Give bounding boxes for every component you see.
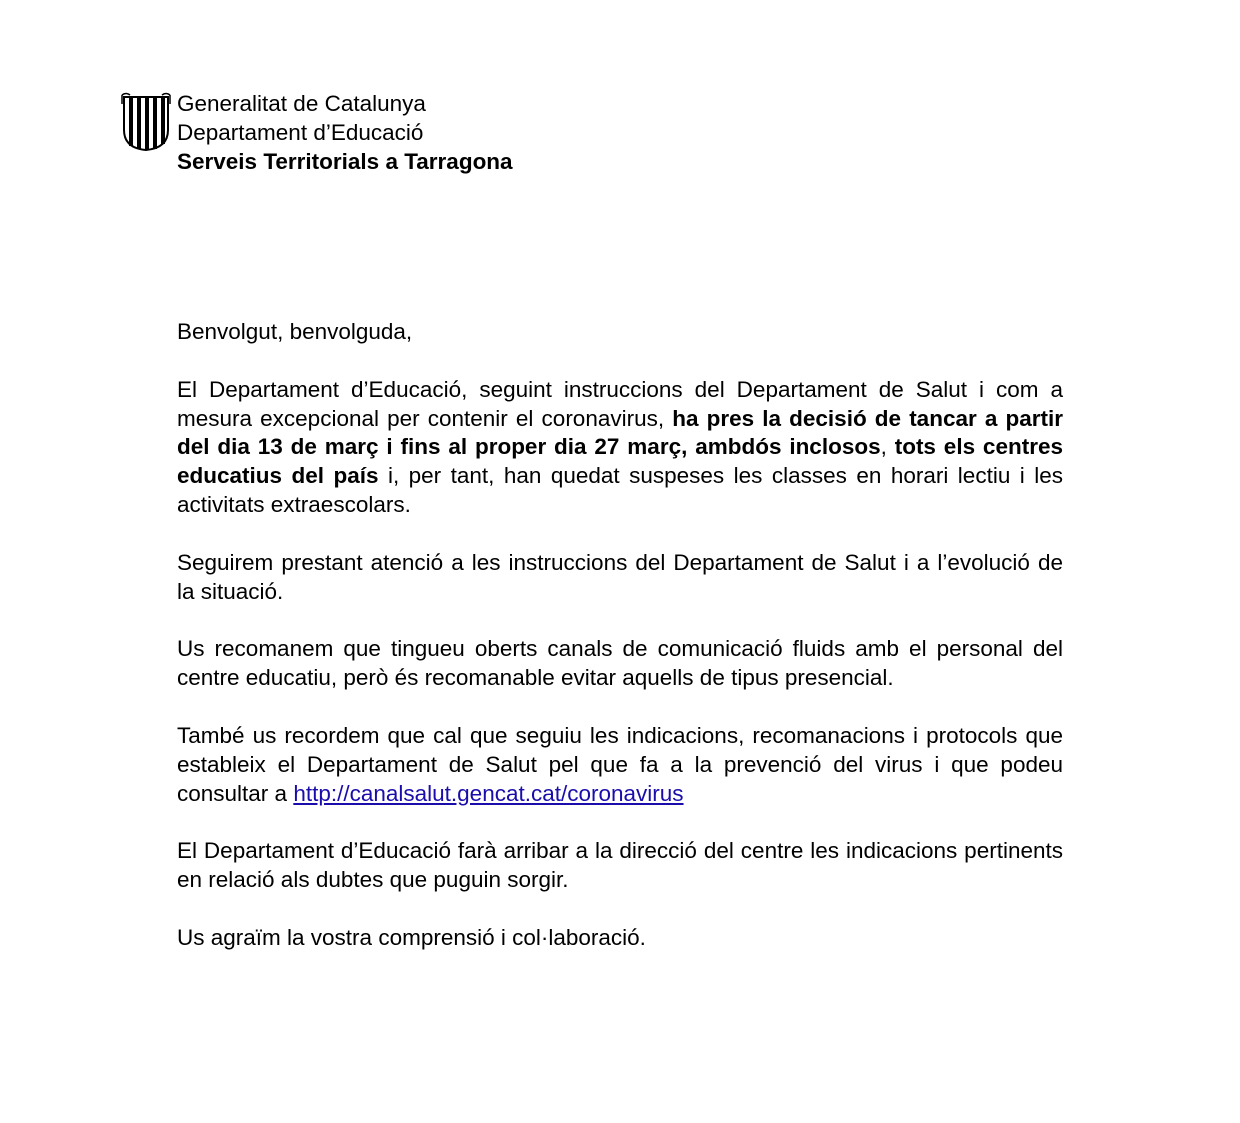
paragraph-health-guidelines bbox=[177, 722, 1063, 808]
letter-body bbox=[177, 318, 1063, 982]
closure-scope: tots els centres educatius del país bbox=[177, 434, 1063, 489]
department-name: Departament d’Educació bbox=[177, 120, 424, 145]
greeting: Benvolgut, benvolguda, bbox=[177, 319, 413, 344]
closure-separator: , bbox=[880, 434, 895, 460]
paragraph-monitoring: Seguirem prestant atenció a les instruccions del Departament de Salut i a l’evolució de la situació. bbox=[177, 549, 1063, 604]
closure-intro: El Departament d’Educació, seguint instruccions del Departament de Salut i com a mesura excepcional per contenir el coronavirus, bbox=[177, 376, 1063, 431]
closing-thanks: Us agraïm la vostra comprensió i col·laboració. bbox=[177, 924, 646, 950]
paragraph-closure-notice bbox=[177, 376, 1063, 520]
closure-consequence: i, per tant, han quedat suspeses les classes en horari lectiu i les activitats extraescolars. bbox=[177, 463, 1064, 517]
paragraph-communication: Us recomanem que tingueu oberts canals de comunicació fluids amb el personal del centre educatiu, però és recomanable evitar aquells de tipus presencial. bbox=[177, 636, 1063, 691]
generalitat-coat-of-arms-icon bbox=[121, 92, 171, 152]
closure-dates: ha pres la decisió de tancar a partir del dia 13 de març i fins al proper dia 27 març, ambdós inclosos bbox=[177, 405, 1063, 460]
org-name: Generalitat de Catalunya bbox=[177, 91, 426, 116]
health-guidelines-text: També us recordem que cal que seguiu les indicacions, recomanacions i protocols que estableix el Departament de Salut pel que fa a la prevenció del virus i que podeu consultar a bbox=[177, 722, 1063, 806]
canalsalut-link[interactable]: http://canalsalut.gencat.cat/coronavirus bbox=[293, 780, 684, 806]
territorial-service: Serveis Territorials a Tarragona bbox=[177, 149, 513, 174]
paragraph-directions: El Departament d’Educació farà arribar a la direcció del centre les indicacions pertinents en relació als dubtes que puguin sorgir. bbox=[177, 838, 1063, 893]
